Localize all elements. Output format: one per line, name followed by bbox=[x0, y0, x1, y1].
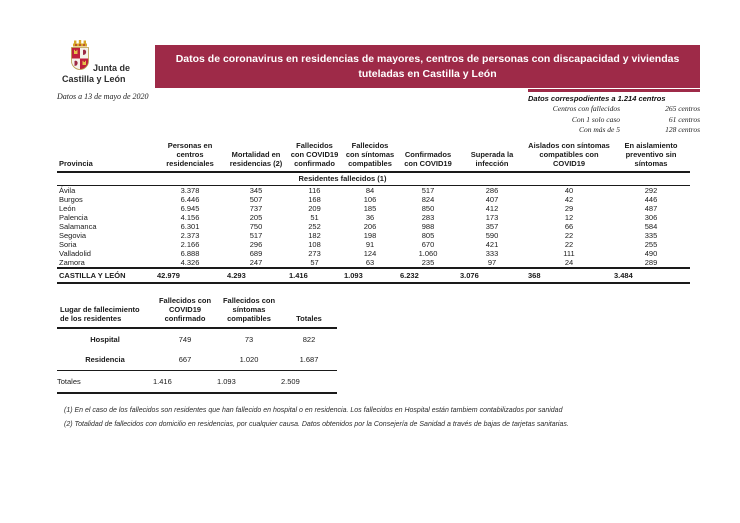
total-value: 2.509 bbox=[281, 370, 337, 393]
value-cell: 235 bbox=[421, 258, 435, 267]
value-cell: 111 bbox=[563, 249, 575, 258]
row-label-cell: Hospital bbox=[90, 334, 120, 344]
table-row bbox=[57, 195, 690, 204]
value-cell: 670 bbox=[421, 240, 435, 249]
centers-row-value: 61 centros bbox=[668, 114, 700, 124]
value-cell: 737 bbox=[249, 204, 263, 213]
value-cell: 4.326 bbox=[180, 258, 200, 267]
value-cell: 22 bbox=[564, 231, 574, 240]
value-cell: 805 bbox=[421, 231, 435, 240]
death-place-table-body bbox=[57, 328, 337, 370]
value-cell: 4.156 bbox=[180, 213, 200, 222]
junta-logo bbox=[57, 40, 157, 88]
residentes-fallecidos-subheader-row bbox=[57, 172, 690, 186]
footnotes bbox=[64, 404, 704, 431]
subheader-spacer bbox=[57, 172, 287, 186]
col-header-fallecidos-sintomas: Fallecidos con síntomas compatibles bbox=[217, 296, 281, 328]
total-value: 3.484 bbox=[612, 268, 690, 283]
coat-of-arms-icon bbox=[69, 40, 91, 72]
centers-summary-row bbox=[528, 115, 700, 126]
row-label-cell: Palencia bbox=[59, 213, 88, 222]
value-cell: 487 bbox=[644, 204, 658, 213]
table-row bbox=[57, 204, 690, 213]
total-label: CASTILLA Y LEÓN bbox=[57, 268, 155, 283]
row-label-cell: León bbox=[59, 204, 76, 213]
value-cell: 198 bbox=[363, 231, 377, 240]
row-label-cell: Zamora bbox=[59, 258, 85, 267]
centers-row-label: Con 1 solo caso bbox=[571, 114, 620, 124]
value-cell: 283 bbox=[421, 213, 435, 222]
value-cell: 36 bbox=[365, 213, 375, 222]
value-cell: 822 bbox=[302, 334, 316, 344]
value-cell: 517 bbox=[249, 231, 263, 240]
value-cell: 29 bbox=[564, 204, 574, 213]
value-cell: 108 bbox=[308, 240, 321, 249]
value-cell: 97 bbox=[487, 258, 497, 267]
centers-summary bbox=[528, 89, 700, 136]
col-header-superada: Superada la infección bbox=[458, 141, 526, 172]
col-header-lugar: Lugar de fallecimiento de los residentes bbox=[57, 296, 153, 328]
value-cell: 173 bbox=[485, 213, 499, 222]
value-cell: 40 bbox=[564, 186, 574, 195]
centers-summary-row bbox=[528, 125, 700, 136]
death-place-total-row bbox=[57, 370, 337, 393]
value-cell: 73 bbox=[244, 334, 254, 344]
value-cell: 667 bbox=[178, 354, 192, 364]
col-header-provincia: Provincia bbox=[57, 141, 155, 172]
col-header-fallecidos-covid: Fallecidos con COVID19 confirmado bbox=[287, 141, 342, 172]
value-cell: 24 bbox=[564, 258, 574, 267]
table-row bbox=[57, 249, 690, 258]
value-cell: 446 bbox=[644, 195, 658, 204]
table-row bbox=[57, 186, 690, 196]
value-cell: 6.888 bbox=[180, 249, 200, 258]
logo-text-line1: Junta de bbox=[93, 63, 131, 73]
value-cell: 106 bbox=[363, 195, 377, 204]
value-cell: 584 bbox=[644, 222, 658, 231]
centers-row-label: Con más de 5 bbox=[578, 125, 620, 134]
value-cell: 252 bbox=[308, 222, 321, 231]
value-cell: 51 bbox=[310, 213, 319, 222]
value-cell: 205 bbox=[249, 213, 263, 222]
value-cell: 168 bbox=[308, 195, 321, 204]
value-cell: 182 bbox=[308, 231, 321, 240]
total-value: 6.232 bbox=[398, 268, 458, 283]
value-cell: 335 bbox=[644, 231, 658, 240]
value-cell: 84 bbox=[365, 186, 375, 195]
total-value: 3.076 bbox=[458, 268, 526, 283]
value-cell: 206 bbox=[363, 222, 377, 231]
value-cell: 412 bbox=[485, 204, 499, 213]
value-cell: 517 bbox=[421, 186, 435, 195]
logo-text-line2: Castilla y León bbox=[62, 74, 126, 84]
value-cell: 66 bbox=[564, 222, 574, 231]
value-cell: 507 bbox=[249, 195, 263, 204]
report-date: Datos a 13 de mayo de 2020 bbox=[57, 92, 149, 101]
value-cell: 42 bbox=[564, 195, 574, 204]
province-table-body bbox=[57, 186, 690, 269]
value-cell: 750 bbox=[249, 222, 263, 231]
value-cell: 63 bbox=[365, 258, 375, 267]
value-cell: 689 bbox=[249, 249, 263, 258]
value-cell: 255 bbox=[644, 240, 658, 249]
value-cell: 345 bbox=[249, 186, 263, 195]
value-cell: 185 bbox=[363, 204, 377, 213]
value-cell: 306 bbox=[644, 213, 658, 222]
total-value: 1.416 bbox=[153, 370, 217, 393]
death-place-header-row bbox=[57, 296, 337, 328]
centers-row-value: 265 centros bbox=[665, 104, 700, 113]
table-row bbox=[57, 328, 337, 349]
banner-title-line2: tuteladas en Castilla y León bbox=[358, 67, 497, 80]
value-cell: 12 bbox=[564, 213, 574, 222]
death-place-table bbox=[57, 296, 337, 394]
value-cell: 22 bbox=[564, 240, 574, 249]
col-header-confirmados: Confirmados con COVID19 bbox=[398, 141, 458, 172]
centers-row-value: 128 centros bbox=[665, 125, 700, 134]
value-cell: 357 bbox=[485, 222, 499, 231]
value-cell: 124 bbox=[363, 249, 377, 258]
value-cell: 292 bbox=[644, 186, 658, 195]
table-row bbox=[57, 240, 690, 249]
title-banner bbox=[155, 45, 700, 88]
table-row bbox=[57, 258, 690, 268]
total-value: 1.093 bbox=[342, 268, 398, 283]
table-row bbox=[57, 222, 690, 231]
col-header-fallecidos-covid: Fallecidos con COVID19 confirmado bbox=[153, 296, 217, 328]
centers-row-label: Centros con fallecidos bbox=[552, 104, 620, 113]
value-cell: 91 bbox=[365, 240, 375, 249]
value-cell: 209 bbox=[308, 204, 321, 213]
footnote-2: (2) Totalidad de fallecidos con domicilio en residencias, por cualquier causa. Datos obtenidos por la Consejería de Sanidad a través de bajas de tarjetas sanitarias. bbox=[64, 420, 569, 428]
value-cell: 57 bbox=[310, 258, 319, 267]
value-cell: 1.060 bbox=[418, 249, 438, 258]
value-cell: 490 bbox=[644, 249, 658, 258]
total-value: 1.416 bbox=[287, 268, 342, 283]
value-cell: 6.301 bbox=[180, 222, 200, 231]
banner-title-line1: Datos de coronavirus en residencias de mayores, centros de personas con discapacidad y viviendas bbox=[175, 52, 680, 65]
table-row bbox=[57, 231, 690, 240]
row-label-cell: Residencia bbox=[85, 354, 125, 364]
value-cell: 749 bbox=[178, 334, 192, 344]
province-total-row bbox=[57, 268, 690, 283]
value-cell: 273 bbox=[308, 249, 321, 258]
value-cell: 988 bbox=[421, 222, 435, 231]
value-cell: 116 bbox=[308, 186, 321, 195]
value-cell: 850 bbox=[421, 204, 435, 213]
residentes-fallecidos-label: Residentes fallecidos (1) bbox=[287, 172, 398, 186]
col-header-personas: Personas en centros residenciales bbox=[155, 141, 225, 172]
value-cell: 1.687 bbox=[299, 354, 319, 364]
col-header-aislamiento-preventivo: En aislamiento preventivo sin síntomas bbox=[612, 141, 690, 172]
total-value: 1.093 bbox=[217, 370, 281, 393]
value-cell: 6.446 bbox=[180, 195, 200, 204]
value-cell: 286 bbox=[485, 186, 499, 195]
value-cell: 1.020 bbox=[239, 354, 259, 364]
value-cell: 333 bbox=[485, 249, 499, 258]
centers-summary-row bbox=[528, 104, 700, 115]
value-cell: 296 bbox=[249, 240, 263, 249]
value-cell: 421 bbox=[485, 240, 499, 249]
col-header-fallecidos-sintomas: Fallecidos con síntomas compatibles bbox=[342, 141, 398, 172]
table-row bbox=[57, 213, 690, 222]
row-label-cell: Valladolid bbox=[59, 249, 91, 258]
total-value: 368 bbox=[526, 268, 612, 283]
table-row bbox=[57, 349, 337, 370]
value-cell: 824 bbox=[421, 195, 435, 204]
value-cell: 407 bbox=[485, 195, 499, 204]
value-cell: 3.378 bbox=[180, 186, 200, 195]
row-label-cell: Segovia bbox=[59, 231, 87, 240]
subheader-spacer bbox=[398, 172, 690, 186]
province-table bbox=[57, 141, 690, 284]
centers-summary-title: Datos correspodientes a 1.214 centros bbox=[528, 94, 666, 103]
row-label-cell: Soria bbox=[59, 240, 77, 249]
footnote-1: (1) En el caso de los fallecidos son residentes que han fallecido en hospital o en residencia. Los fallecidos en Hospital están tambiem contabilizados por sanidad bbox=[64, 407, 563, 414]
value-cell: 2.373 bbox=[180, 231, 200, 240]
row-label-cell: Burgos bbox=[59, 195, 83, 204]
value-cell: 2.166 bbox=[180, 240, 200, 249]
row-label-cell: Ávila bbox=[59, 186, 76, 195]
total-value: 4.293 bbox=[225, 268, 287, 283]
col-header-mortalidad: Mortalidad en residencias (2) bbox=[225, 141, 287, 172]
col-header-totales: Totales bbox=[281, 296, 337, 328]
total-label: Totales bbox=[57, 370, 153, 393]
value-cell: 247 bbox=[249, 258, 263, 267]
value-cell: 590 bbox=[485, 231, 499, 240]
value-cell: 6.945 bbox=[180, 204, 200, 213]
col-header-aislados: Aislados con síntomas compatibles con COVID19 bbox=[526, 141, 612, 172]
province-table-header-row bbox=[57, 141, 690, 172]
total-value: 42.979 bbox=[155, 268, 225, 283]
row-label-cell: Salamanca bbox=[59, 222, 97, 231]
value-cell: 289 bbox=[644, 258, 658, 267]
